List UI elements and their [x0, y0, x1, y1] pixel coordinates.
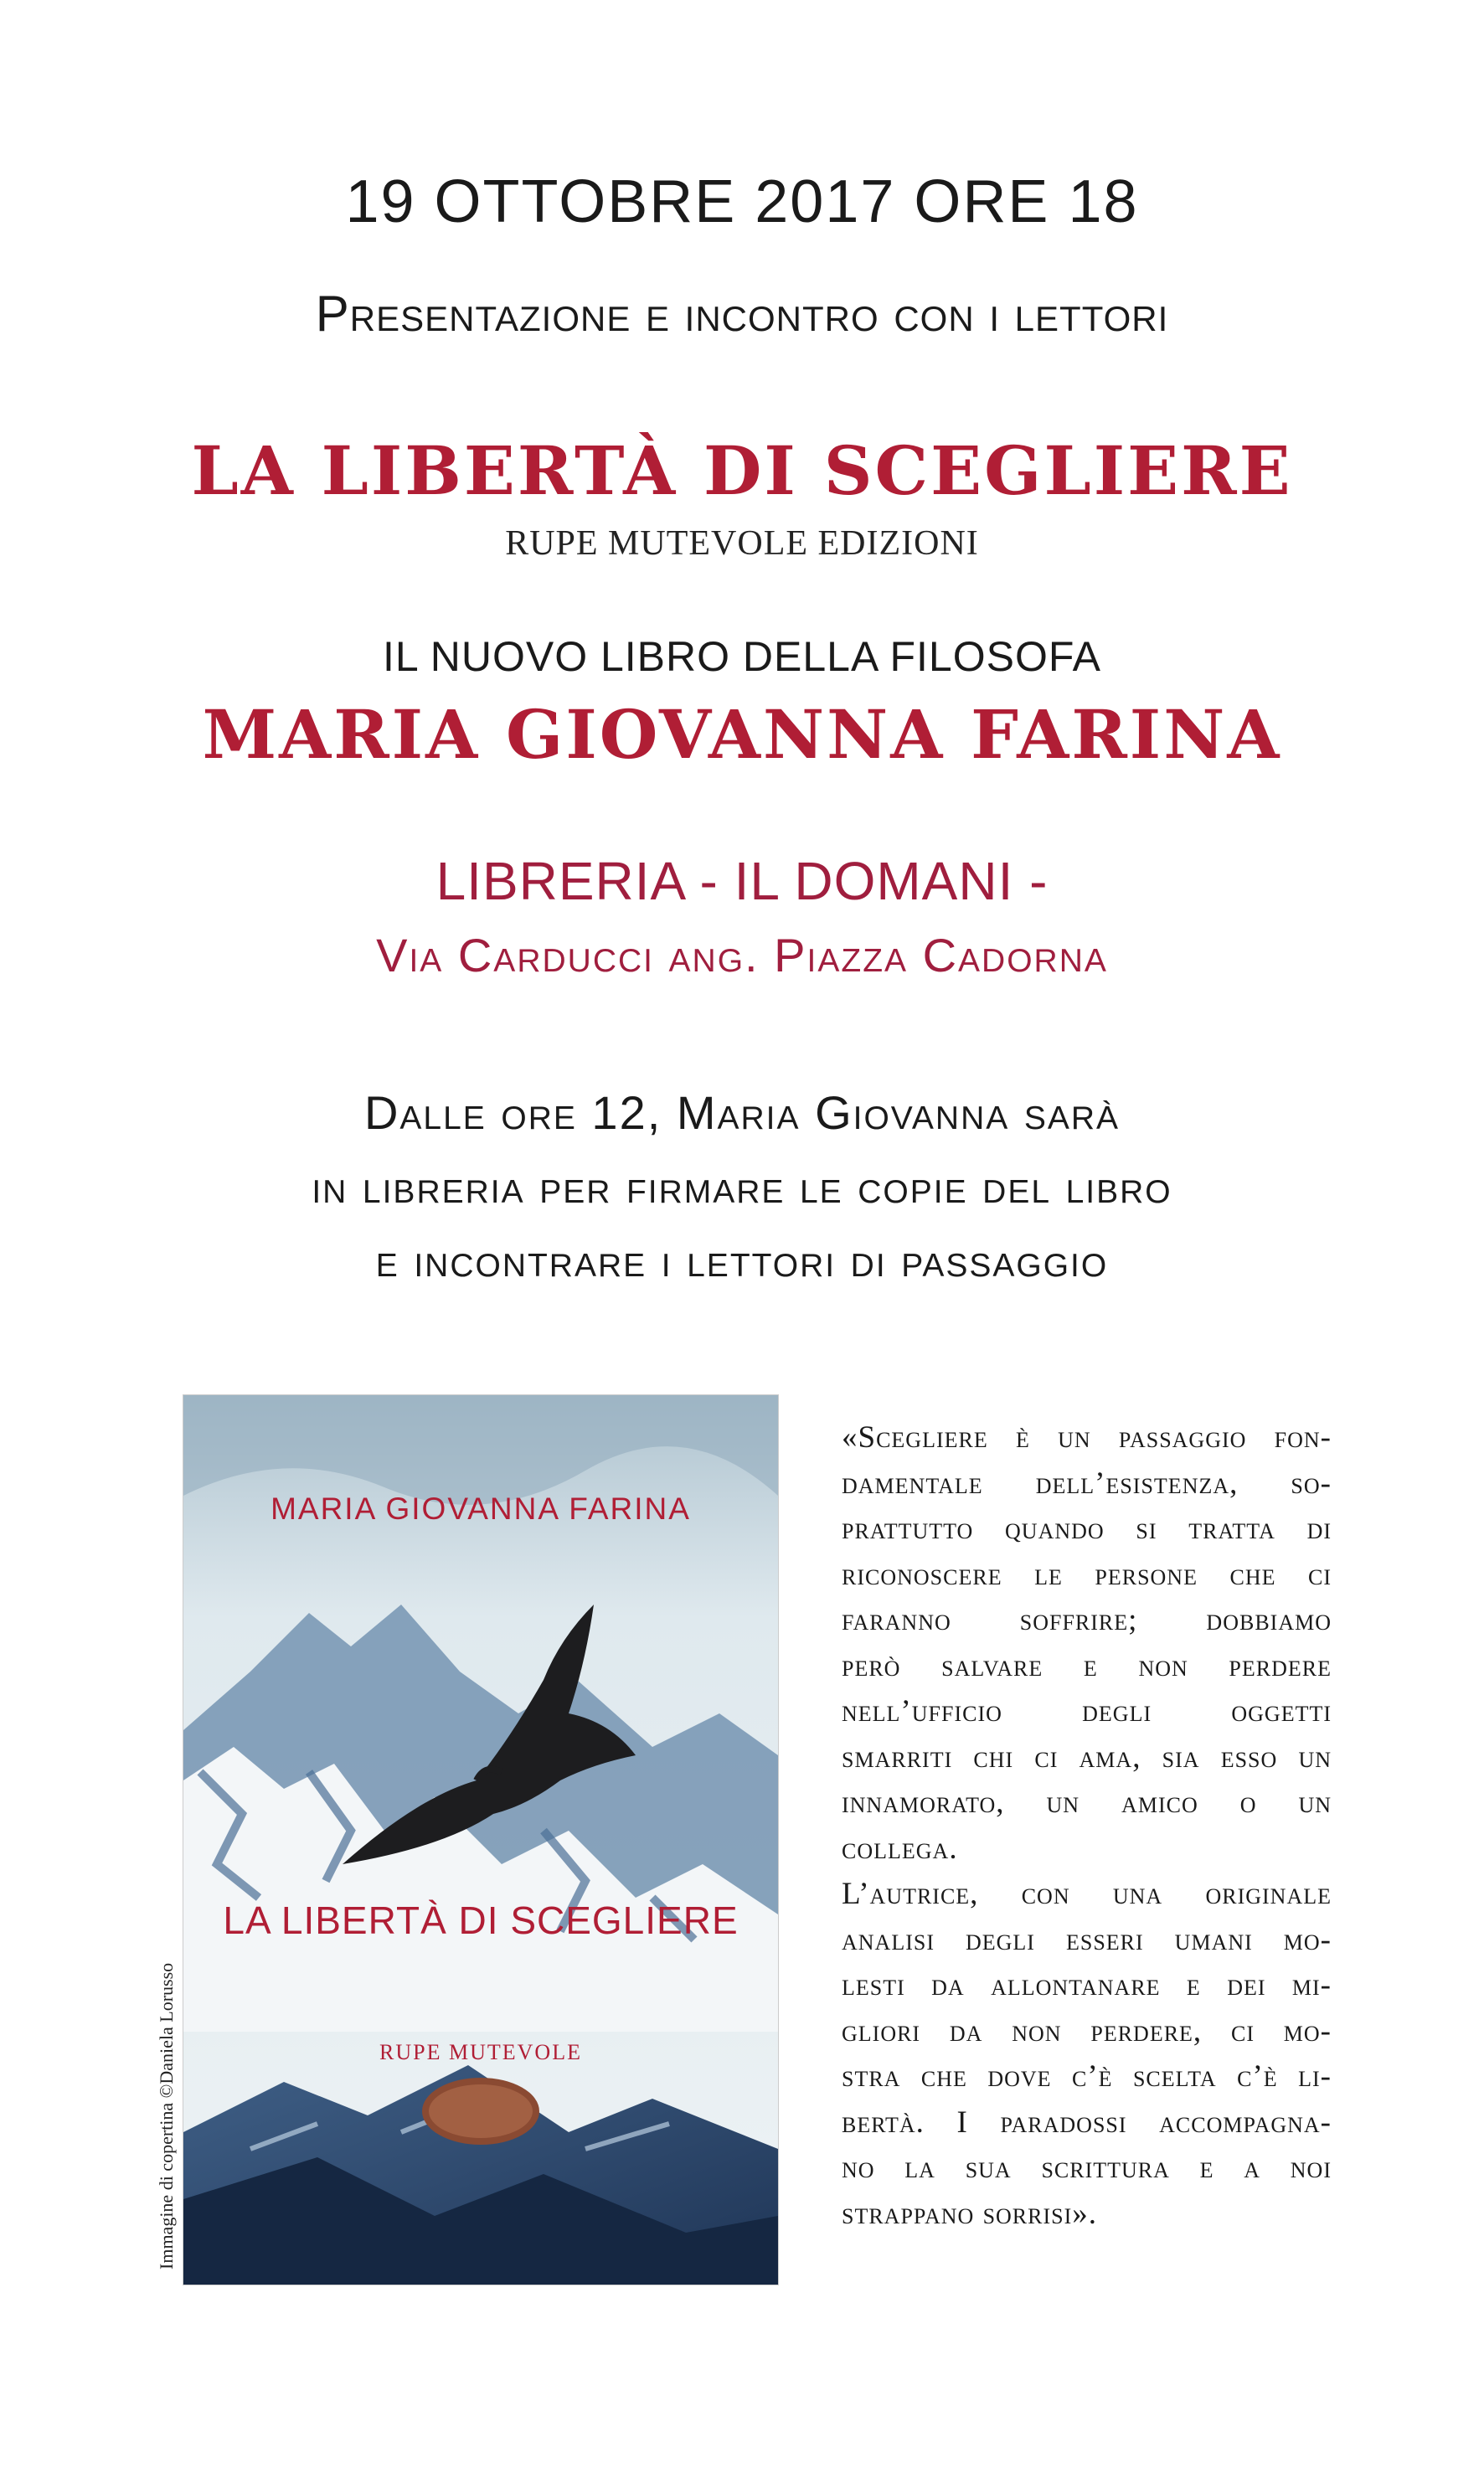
- quote-line: no la sua scrittura e a noi: [842, 2151, 1332, 2185]
- event-datetime: 19 OTTOBRE 2017 ORE 18: [345, 168, 1139, 235]
- quote-line: bertà. I paradossi accompagna-: [842, 2105, 1332, 2140]
- venue-name: LIBRERIA - IL DOMANI -: [435, 851, 1049, 911]
- cover-title: LA LIBERTÀ DI SCEGLIERE: [223, 1899, 739, 1942]
- author-name: MARIA GIOVANNA FARINA: [202, 695, 1282, 774]
- quote-line: analisi degli esseri umani mo-: [842, 1922, 1332, 1957]
- cover-credit: Immagine di copertina ©Daniela Lorusso: [156, 1962, 177, 2269]
- quote-line: però salvare e non perdere: [842, 1648, 1332, 1683]
- signing-info: [0, 1076, 1484, 1297]
- quote-line: nell’ufficio degli oggetti: [842, 1694, 1332, 1729]
- quote-line: innamorato, un amico o un: [842, 1785, 1332, 1820]
- event-subtitle: Presentazione e incontro con i lettori: [315, 286, 1169, 342]
- quote-line: smarriti chi ci ama, sia esso un: [842, 1739, 1332, 1775]
- book-publisher: RUPE MUTEVOLE EDIZIONI: [505, 524, 979, 563]
- venue-address: Via Carducci ang. Piazza Cadorna: [376, 929, 1108, 981]
- signing-line: e incontrare i lettori di passaggio: [375, 1234, 1109, 1286]
- cover-author: MARIA GIOVANNA FARINA: [271, 1492, 691, 1526]
- quote-line: collega.: [842, 1831, 958, 1866]
- book-cover-image: [183, 1394, 779, 2285]
- quote-line: gliori da non perdere, ci mo-: [842, 2013, 1332, 2048]
- quote-line: prattutto quando si tratta di: [842, 1512, 1332, 1546]
- signing-line: in libreria per firmare le copie del libro: [312, 1160, 1172, 1213]
- signing-line: Dalle ore 12, Maria Giovanna sarà: [363, 1086, 1121, 1139]
- quote-line: damentale dell’esistenza, so-: [842, 1466, 1332, 1501]
- quote-line: riconoscere le persone che ci: [842, 1557, 1332, 1592]
- author-intro: IL NUOVO LIBRO DELLA FILOSOFA: [383, 633, 1101, 680]
- book-title: LA LIBERTÀ DI SCEGLIERE: [191, 431, 1293, 510]
- quote-line: strappano sorrisi».: [842, 2196, 1098, 2231]
- quote-line: lesti da allontanare e dei mi-: [842, 1968, 1332, 2002]
- quote-line: faranno soffrire; dobbiamo: [842, 1603, 1332, 1637]
- cover-painting: [183, 1395, 778, 2285]
- quote-line: stra che dove c’è scelta c’è li-: [842, 2059, 1332, 2094]
- book-quote: [842, 1415, 1332, 2237]
- quote-line: «Scegliere è un passaggio fon-: [842, 1420, 1332, 1455]
- cover-publisher: RUPE MUTEVOLE: [379, 2040, 582, 2064]
- quote-line: L’autrice, con una originale: [842, 1877, 1332, 1911]
